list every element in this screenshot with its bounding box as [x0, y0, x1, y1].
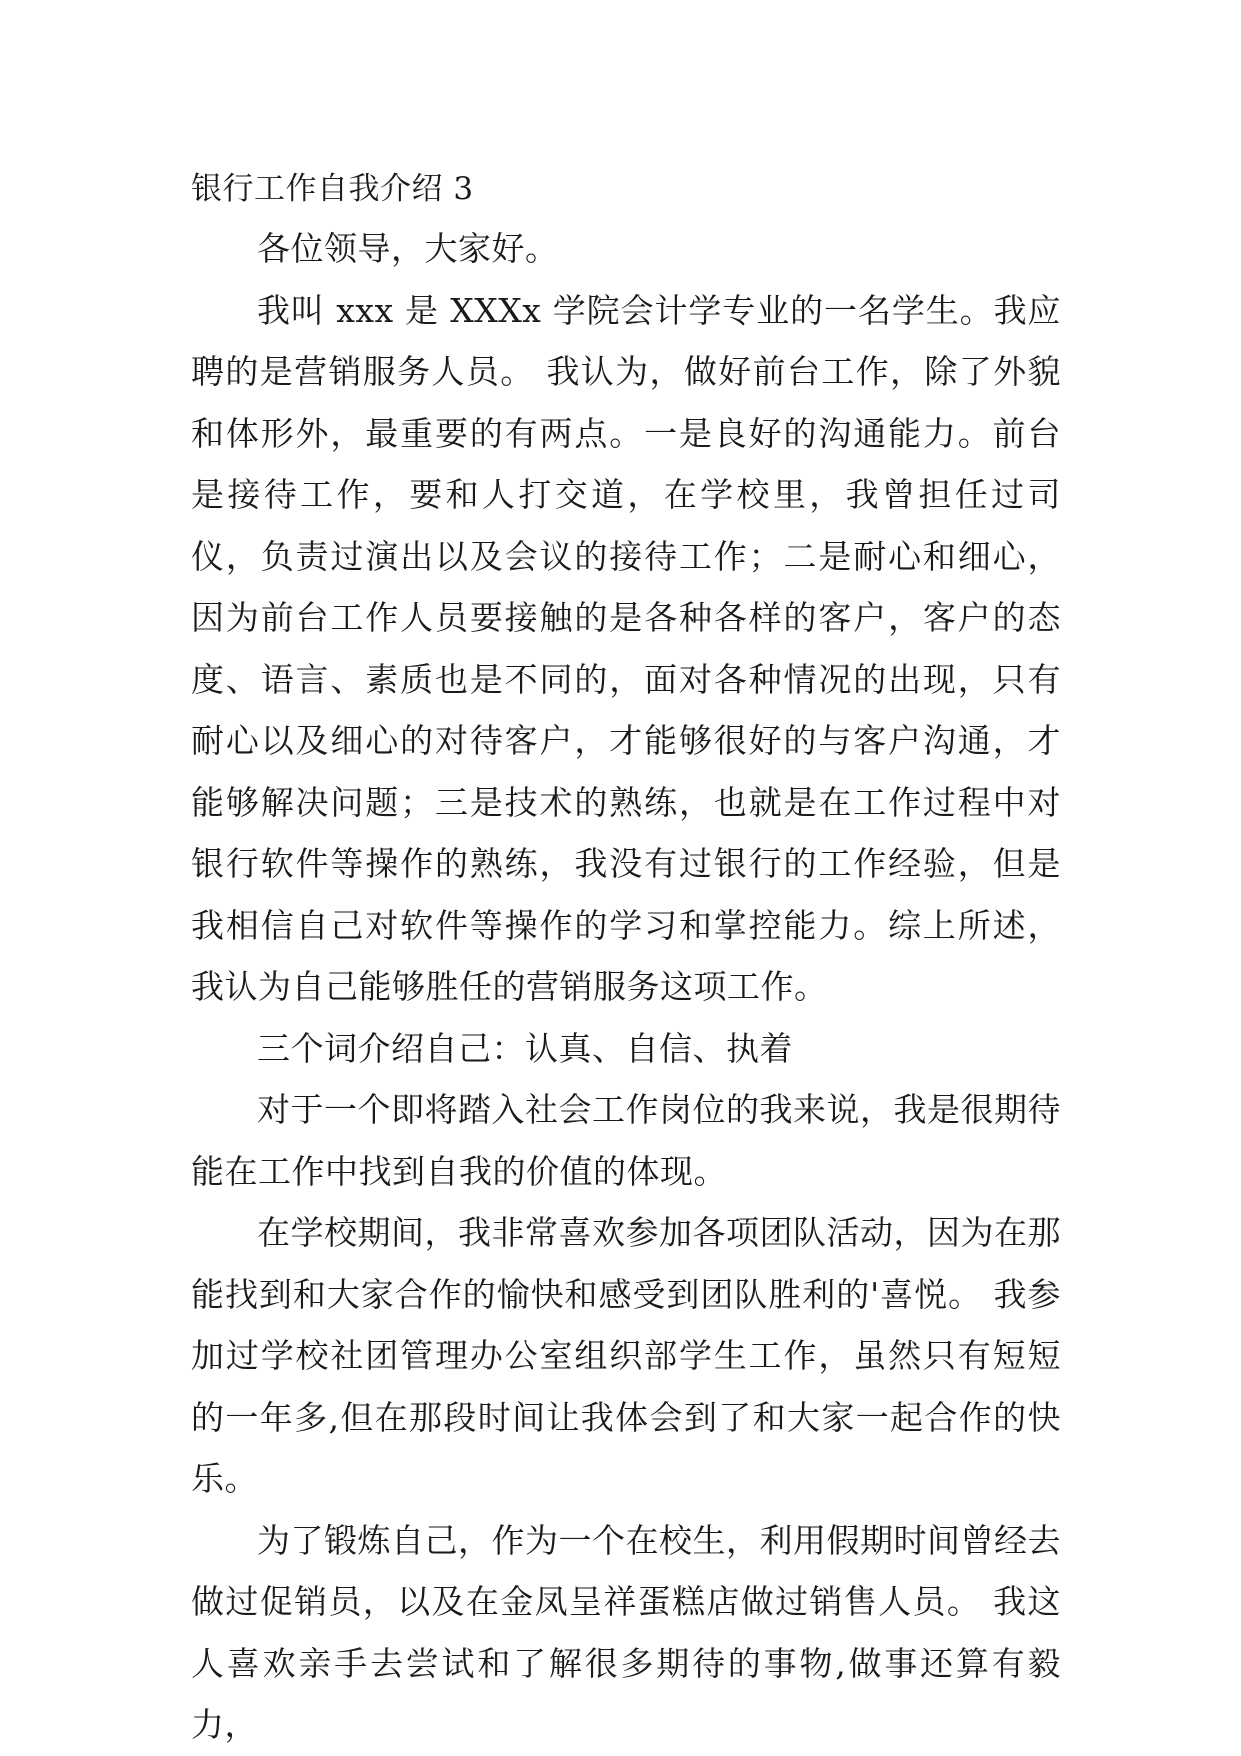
- document-title: 银行工作自我介绍 3: [191, 171, 474, 207]
- paragraph-three-words: 三个词介绍自己：认真、自信、执着: [257, 1028, 793, 1068]
- paragraph-school-activities: 在学校期间，我非常喜欢参加各项团队活动，因为在那能找到和大家合作的愉快和感受到团队胜利的'喜悦。 我参加过学校社团管理办公室组织部学生工作，虽然只有短短的一年多,但在那段时间让我体会到了和大家一起合作的快乐。: [191, 1213, 1061, 1498]
- document-body: [191, 160, 1061, 1756]
- paragraph-greeting: 各位领导，大家好。: [257, 229, 559, 268]
- paragraph-expectation: 对于一个即将踏入社会工作岗位的我来说，我是很期待能在工作中找到自我的价值的体现。: [191, 1090, 1061, 1191]
- paragraph-work-experience: 为了锻炼自己，作为一个在校生，利用假期时间曾经去做过促销员，以及在金凤呈祥蛋糕店做过销售人员。 我这人喜欢亲手去尝试和了解很多期待的事物,做事还算有毅力，: [191, 1520, 1061, 1744]
- paragraph-self-intro: 我叫 xxx 是 XXXx 学院会计学专业的一名学生。我应聘的是营销服务人员。 我认为，做好前台工作，除了外貌和体形外，最重要的有两点。一是良好的沟通能力。前台是接待工作，要和人打交道，在学校里，我曾担任过司仪，负责过演出以及会议的接待工作；二是耐心和细心，因为前台工作人员要接触的是各种各样的客户，客户的态度、语言、素质也是不同的，面对各种情况的出现，只有耐心以及细心的对待客户，才能够很好的与客户沟通，才能够解决问题；三是技术的熟练，也就是在工作过程中对银行软件等操作的熟练，我没有过银行的工作经验，但是我相信自己对软件等操作的学习和掌控能力。综上所述，我认为自己能够胜任的营销服务这项工作。: [191, 290, 1061, 1006]
